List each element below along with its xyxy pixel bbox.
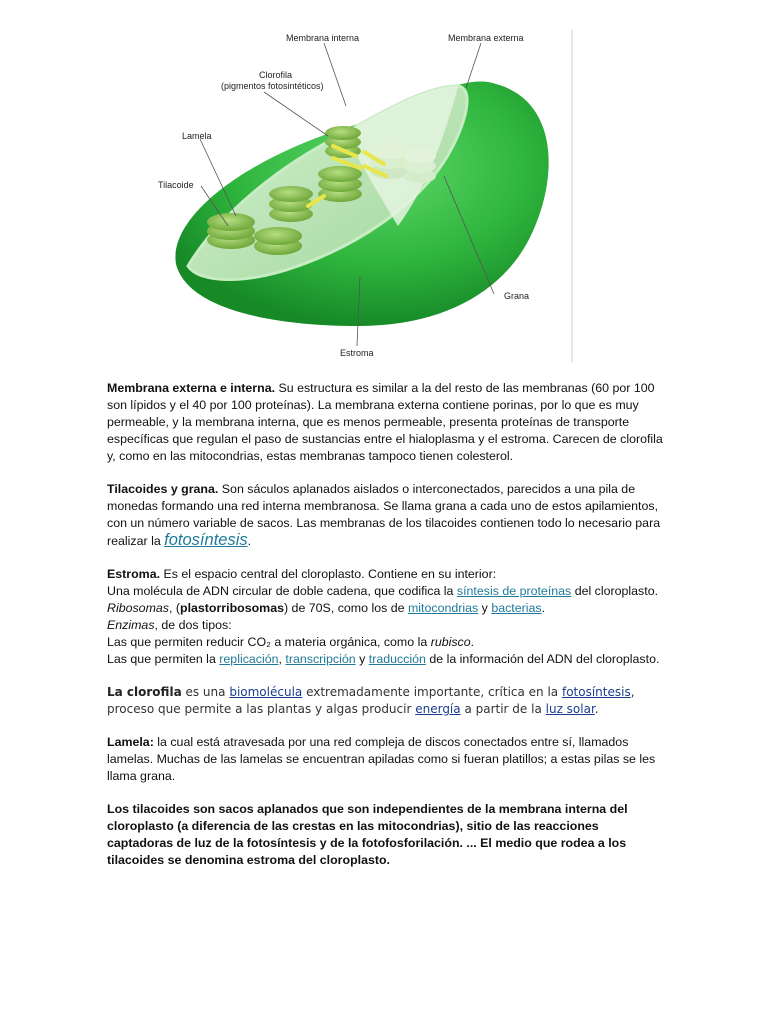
text-dos-tipos: , de dos tipos: <box>154 618 232 632</box>
label-pigmentos: (pigmentos fotosintéticos) <box>221 81 324 91</box>
label-membrana-externa: Membrana externa <box>448 33 524 43</box>
link-sintesis-proteinas[interactable]: síntesis de proteínas <box>456 584 572 598</box>
link-energia[interactable]: energía <box>415 702 461 716</box>
term-plastorribosomas: plastorribosomas <box>180 601 284 615</box>
text-tilacoides: Son sáculos aplanados aislados o interconectados, parecidos a una pila de monedas formando una red interna membranosa. Se llama grana a cada uno de estos apilamientos, con un número variable de sacos. Las membranas de los tilacoides contienen todo lo necesario para realizar la <box>107 482 661 548</box>
text-y: y <box>355 652 369 666</box>
label-grana: Grana <box>504 291 530 301</box>
term-membrana: Membrana externa e interna. <box>107 381 276 395</box>
document-body <box>107 380 667 885</box>
label-membrana-interna: Membrana interna <box>286 33 360 43</box>
paragraph-clorofila <box>107 684 667 718</box>
chloroplast-diagram <box>128 26 574 362</box>
term-tilacoides: Tilacoides y grana. <box>107 482 219 496</box>
term-estroma: Estroma. <box>107 567 161 581</box>
label-estroma: Estroma <box>340 348 374 358</box>
text-membrana: Su estructura es similar a la del resto de las membranas (60 por 100 son lípidos y el 40 por 100 proteínas). La membrana externa contiene porinas, por lo que es muy permeable, y la membrana interna, que es menos permeable, presenta proteínas de transporte específicas que regulan el paso de sustancias entre el hialoplasma y el estroma. Carecen de clorofila y, como en las mitocondrias, estas membranas tampoco tienen colesterol. <box>107 381 663 463</box>
text: es una <box>181 685 230 699</box>
paragraph-lamela <box>107 734 667 785</box>
chloroplast-figure <box>128 26 574 362</box>
punct: , <box>278 652 286 666</box>
text-ribosomas: Ribosomas <box>107 601 169 615</box>
text-rubisco: rubisco <box>430 635 471 649</box>
text-y: y <box>478 601 492 615</box>
text-adn-cloroplasto: de la información del ADN del cloroplasto. <box>425 652 660 666</box>
label-lamela: Lamela <box>182 131 212 141</box>
link-traduccion[interactable]: traducción <box>368 652 426 666</box>
paragraph-estroma <box>107 566 667 668</box>
text-70s: ) de 70S, como los de <box>283 601 408 615</box>
text-permiten: Las que permiten la <box>107 652 220 666</box>
punct: . <box>470 635 475 649</box>
text-enzimas: Enzimas <box>107 618 155 632</box>
paragraph-tilacoides-sacos: Los tilacoides son sacos aplanados que son independientes de la membrana interna del cloroplasto (a diferencia de las crestas en las mitocondrias), sitio de las reacciones captadoras de luz de la fotosíntesis y de la fotofosforilación. ... El medio que rodea a los tilacoides se denomina estroma del cloroplasto. <box>107 802 628 867</box>
text-adn: Una molécula de ADN circular de doble cadena, que codifica la <box>107 584 457 598</box>
link-mitocondrias[interactable]: mitocondrias <box>407 601 479 615</box>
link-fotosintesis[interactable]: fotosíntesis <box>561 685 631 699</box>
punct: . <box>541 601 546 615</box>
punct: , ( <box>168 601 180 615</box>
paragraph-membranas <box>107 380 667 465</box>
text-lamela: la cual está atravesada por una red compleja de discos conectados entre sí, llamados lamelas. Muchas de las lamelas se encuentran apiladas como si fueran platillos; a estas pilas se les llama grana. <box>107 735 656 783</box>
link-transcripcion[interactable]: transcripción <box>285 652 356 666</box>
text: , proceso que permite a las plantas y algas producir <box>107 685 635 716</box>
text-estroma-intro: Es el espacio central del cloroplasto. Contiene en su interior: <box>160 567 497 581</box>
paragraph-tilacoides <box>107 481 667 550</box>
text-co2: Las que permiten reducir CO₂ a materia orgánica, como la <box>107 635 431 649</box>
link-replicacion[interactable]: replicación <box>219 652 279 666</box>
text: a partir de la <box>460 702 546 716</box>
term-clorofila: La clorofila <box>107 685 182 699</box>
link-luz-solar[interactable]: luz solar <box>545 702 595 716</box>
punct: . <box>594 702 599 716</box>
text: extremadamente importante, crítica en la <box>302 685 562 699</box>
text-adn-end: del cloroplasto. <box>571 584 659 598</box>
punct: . <box>247 534 252 548</box>
link-bacterias[interactable]: bacterias <box>491 601 542 615</box>
label-tilacoide: Tilacoide <box>158 180 194 190</box>
label-clorofila: Clorofila <box>259 70 293 80</box>
link-biomolecula[interactable]: biomolécula <box>229 685 303 699</box>
term-lamela: Lamela: <box>107 735 154 749</box>
link-fotosintesis-large[interactable]: fotosíntesis <box>164 531 248 549</box>
